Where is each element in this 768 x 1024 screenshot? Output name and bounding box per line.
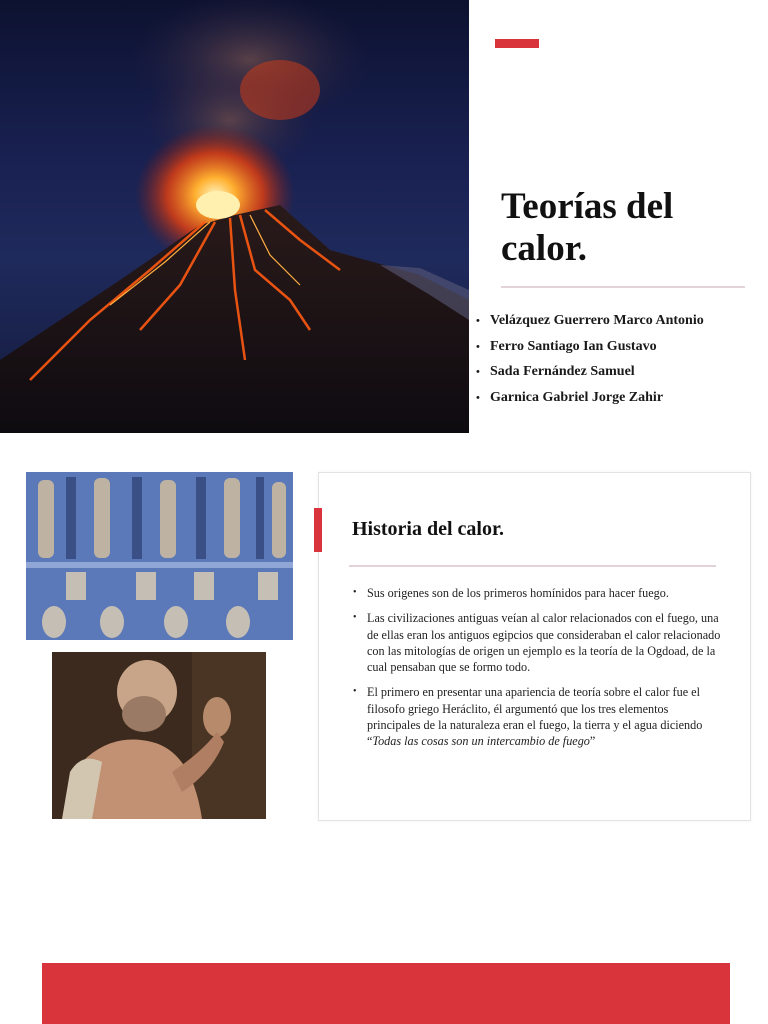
author-item	[476, 362, 704, 388]
list-item	[353, 585, 723, 601]
author-item	[476, 311, 704, 337]
title-accent-bar	[495, 39, 539, 48]
bullet-icon: •	[476, 315, 480, 327]
list-item	[353, 610, 723, 675]
heraclitus-illustration	[52, 652, 266, 819]
author-item	[476, 388, 704, 414]
title-slide	[0, 0, 768, 433]
bullet-icon: •	[476, 366, 480, 379]
heraclitus-quote: Todas las cosas son un intercambio de fuego	[372, 734, 590, 749]
author-name: Ferro Santiago Ian Gustavo	[490, 338, 657, 354]
volcano-illustration	[0, 0, 469, 433]
footer-accent-band	[42, 963, 730, 1024]
slide-title: Teorías del calor.	[501, 186, 674, 269]
history-points	[353, 585, 723, 759]
point-text: El primero en presentar una apariencia de teoría sobre el calor fue el filosofo griego Heráclito, él argumentó que los tres elementos principales de la naturaleza eran el fuego, la tierra y el agua diciendo “	[367, 685, 703, 749]
bullet-icon: •	[476, 340, 480, 353]
egyptian-relief-illustration	[26, 472, 293, 640]
bullet-icon: •	[476, 392, 480, 405]
section-divider	[349, 565, 716, 567]
title-divider	[501, 286, 745, 288]
list-item	[353, 684, 723, 749]
section-title: Historia del calor.	[352, 518, 505, 540]
bullet-icon: •	[353, 587, 357, 598]
quote-close: ”	[589, 734, 596, 749]
author-list	[476, 311, 704, 414]
author-name: Sada Fernández Samuel	[490, 364, 635, 380]
author-name: Garnica Gabriel Jorge Zahir	[490, 390, 664, 406]
egyptian-relief-photo	[26, 472, 293, 640]
bullet-icon: •	[353, 612, 357, 624]
bullet-icon: •	[353, 686, 357, 698]
point-text: Las civilizaciones antiguas veían al calor relacionados con el fuego, una de ellas eran los antiguos egipcios que consideraban el calor relacionado con las mitologías de origen un ejemplo es la teoría de la Ogdoad, de la cual pensaban que se formo todo.	[367, 611, 721, 675]
heraclitus-painting	[52, 652, 266, 819]
card-accent-bar	[314, 508, 322, 552]
author-name: Velázquez Guerrero Marco Antonio	[490, 313, 704, 328]
volcano-eruption-photo	[0, 0, 469, 433]
point-text: Sus origenes son de los primeros homínidos para hacer fuego.	[367, 586, 669, 600]
author-item	[476, 337, 704, 363]
